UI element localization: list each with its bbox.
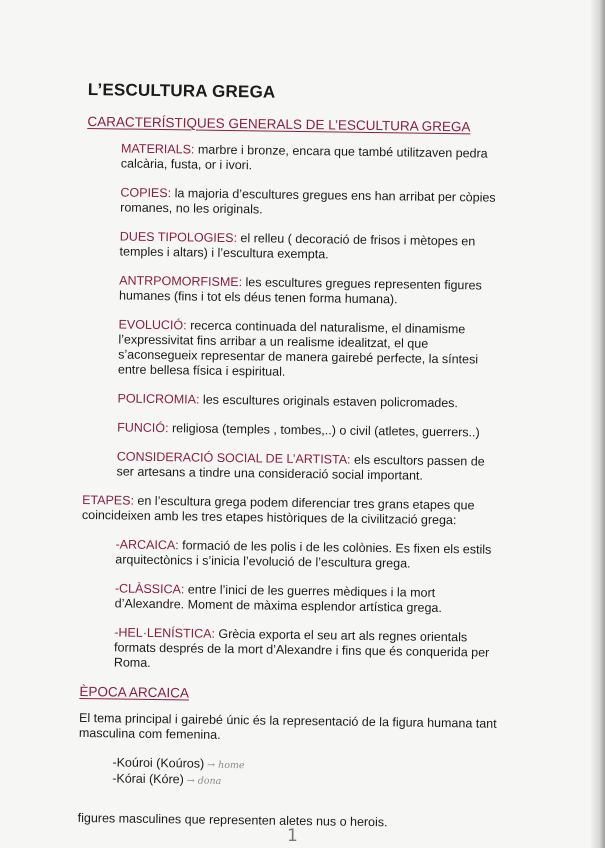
stage-label: -ARCAICA: [115,537,179,553]
item-text: les escultures originals estaven policromades. [199,392,459,411]
stage-label: -CLÀSSICA: [114,581,185,597]
arcaica-paragraph: El tema principal i gairebé únic és la representació de la figura humana tant masculina com femenina. [78,710,497,742]
final-paragraph: figures masculines que representen aletes nus o herois. [77,810,388,830]
item-antropomorfisme [119,273,505,308]
item-label: EVOLUCIÓ: [118,317,187,333]
item-text: la majoria d’escultures gregues ens han arribat per còpies romanes, no les originals. [120,186,496,217]
item-label: POLICROMIA: [117,391,200,407]
item-text: recerca continuada del naturalisme, el dinamisme l’expressivitat fins arribar a un realisme idealitzat, el que s’aconsegueix representar de manera gairebé perfecte, la síntesi entre bellesa física i espiritual. [117,318,479,379]
item-policromia [117,391,503,411]
item-materials [121,141,507,176]
item-evolucio [118,317,505,382]
item-text: el relleu ( decoració de frisos i mètopes en temples i altars) i l’escultura exempta. [119,231,476,262]
stage-classica [115,581,501,616]
item-text: marbre i bronze, encara que també utilitzaven pedra calcària, fusta, or i ivori. [120,142,488,173]
item-label: MATERIALS: [120,141,195,157]
item-text: les escultures gregues representen figures humanes (fins i tot els déus tenen forma humana). [118,275,482,307]
item-funcio [117,420,503,440]
item-label: FUNCIÓ: [117,420,169,436]
names-list [112,755,498,792]
stage-text: formació de les polis i de les colònies. Es fixen els estils arquitectònics i s’inicia l’evolució de l’escultura grega. [115,538,492,571]
handwritten-note-home: → home [207,759,245,772]
stage-label: -HEL·LENÍSTICA: [114,625,216,641]
korai-text: -Kórai (Kóre) [112,771,184,787]
kouroi-text: -Koúroi (Koúros) [112,755,205,771]
item-copies [120,185,506,220]
section-heading-characteristics: CARACTERÍSTIQUES GENERALS DE L’ESCULTURA GREGA [87,113,471,135]
stage-hellenistica [114,625,501,675]
item-label: ANTRPOMORFISME: [119,273,243,290]
item-label: DUES TIPOLOGIES: [119,229,238,246]
stage-arcaica [115,537,501,572]
document-content [77,80,508,846]
etapes-label: ETAPES: [82,492,135,508]
etapes-text: en l’escultura grega podem diferenciar tres grans etapes que coincideixen amb les tres etapes històriques de la civilització grega: [81,493,475,528]
scan-edge-shadow [591,0,605,848]
etapes-paragraph [82,493,502,529]
handwritten-note-dona: → dona [186,775,222,787]
item-label: CONSIDERACIÓ SOCIAL DE L’ARTISTA: [116,449,351,467]
item-tipologies [119,229,505,264]
item-text: els escultors passen de ser artesans a tindre una consideració social important. [116,452,485,483]
stage-text: entre l’inici de les guerres mèdiques i la mort d’Alexandre. Moment de màxima esplendor artística grega. [114,582,443,615]
document-title: L’ESCULTURA GREGA [87,80,276,102]
section-heading-arcaica: ÈPOCA ARCAICA [79,683,190,701]
stage-text: Grècia exporta el seu art als regnes orientals formats després de la mort d’Alexandre i fins que és conquerida per Roma. [113,626,490,670]
page-number: 1 [287,826,298,846]
item-consideracio [116,449,502,484]
item-label: COPIES: [120,185,172,201]
item-text: religiosa (temples , tombes,..) o civil (atletes, guerrers..) [168,421,480,440]
